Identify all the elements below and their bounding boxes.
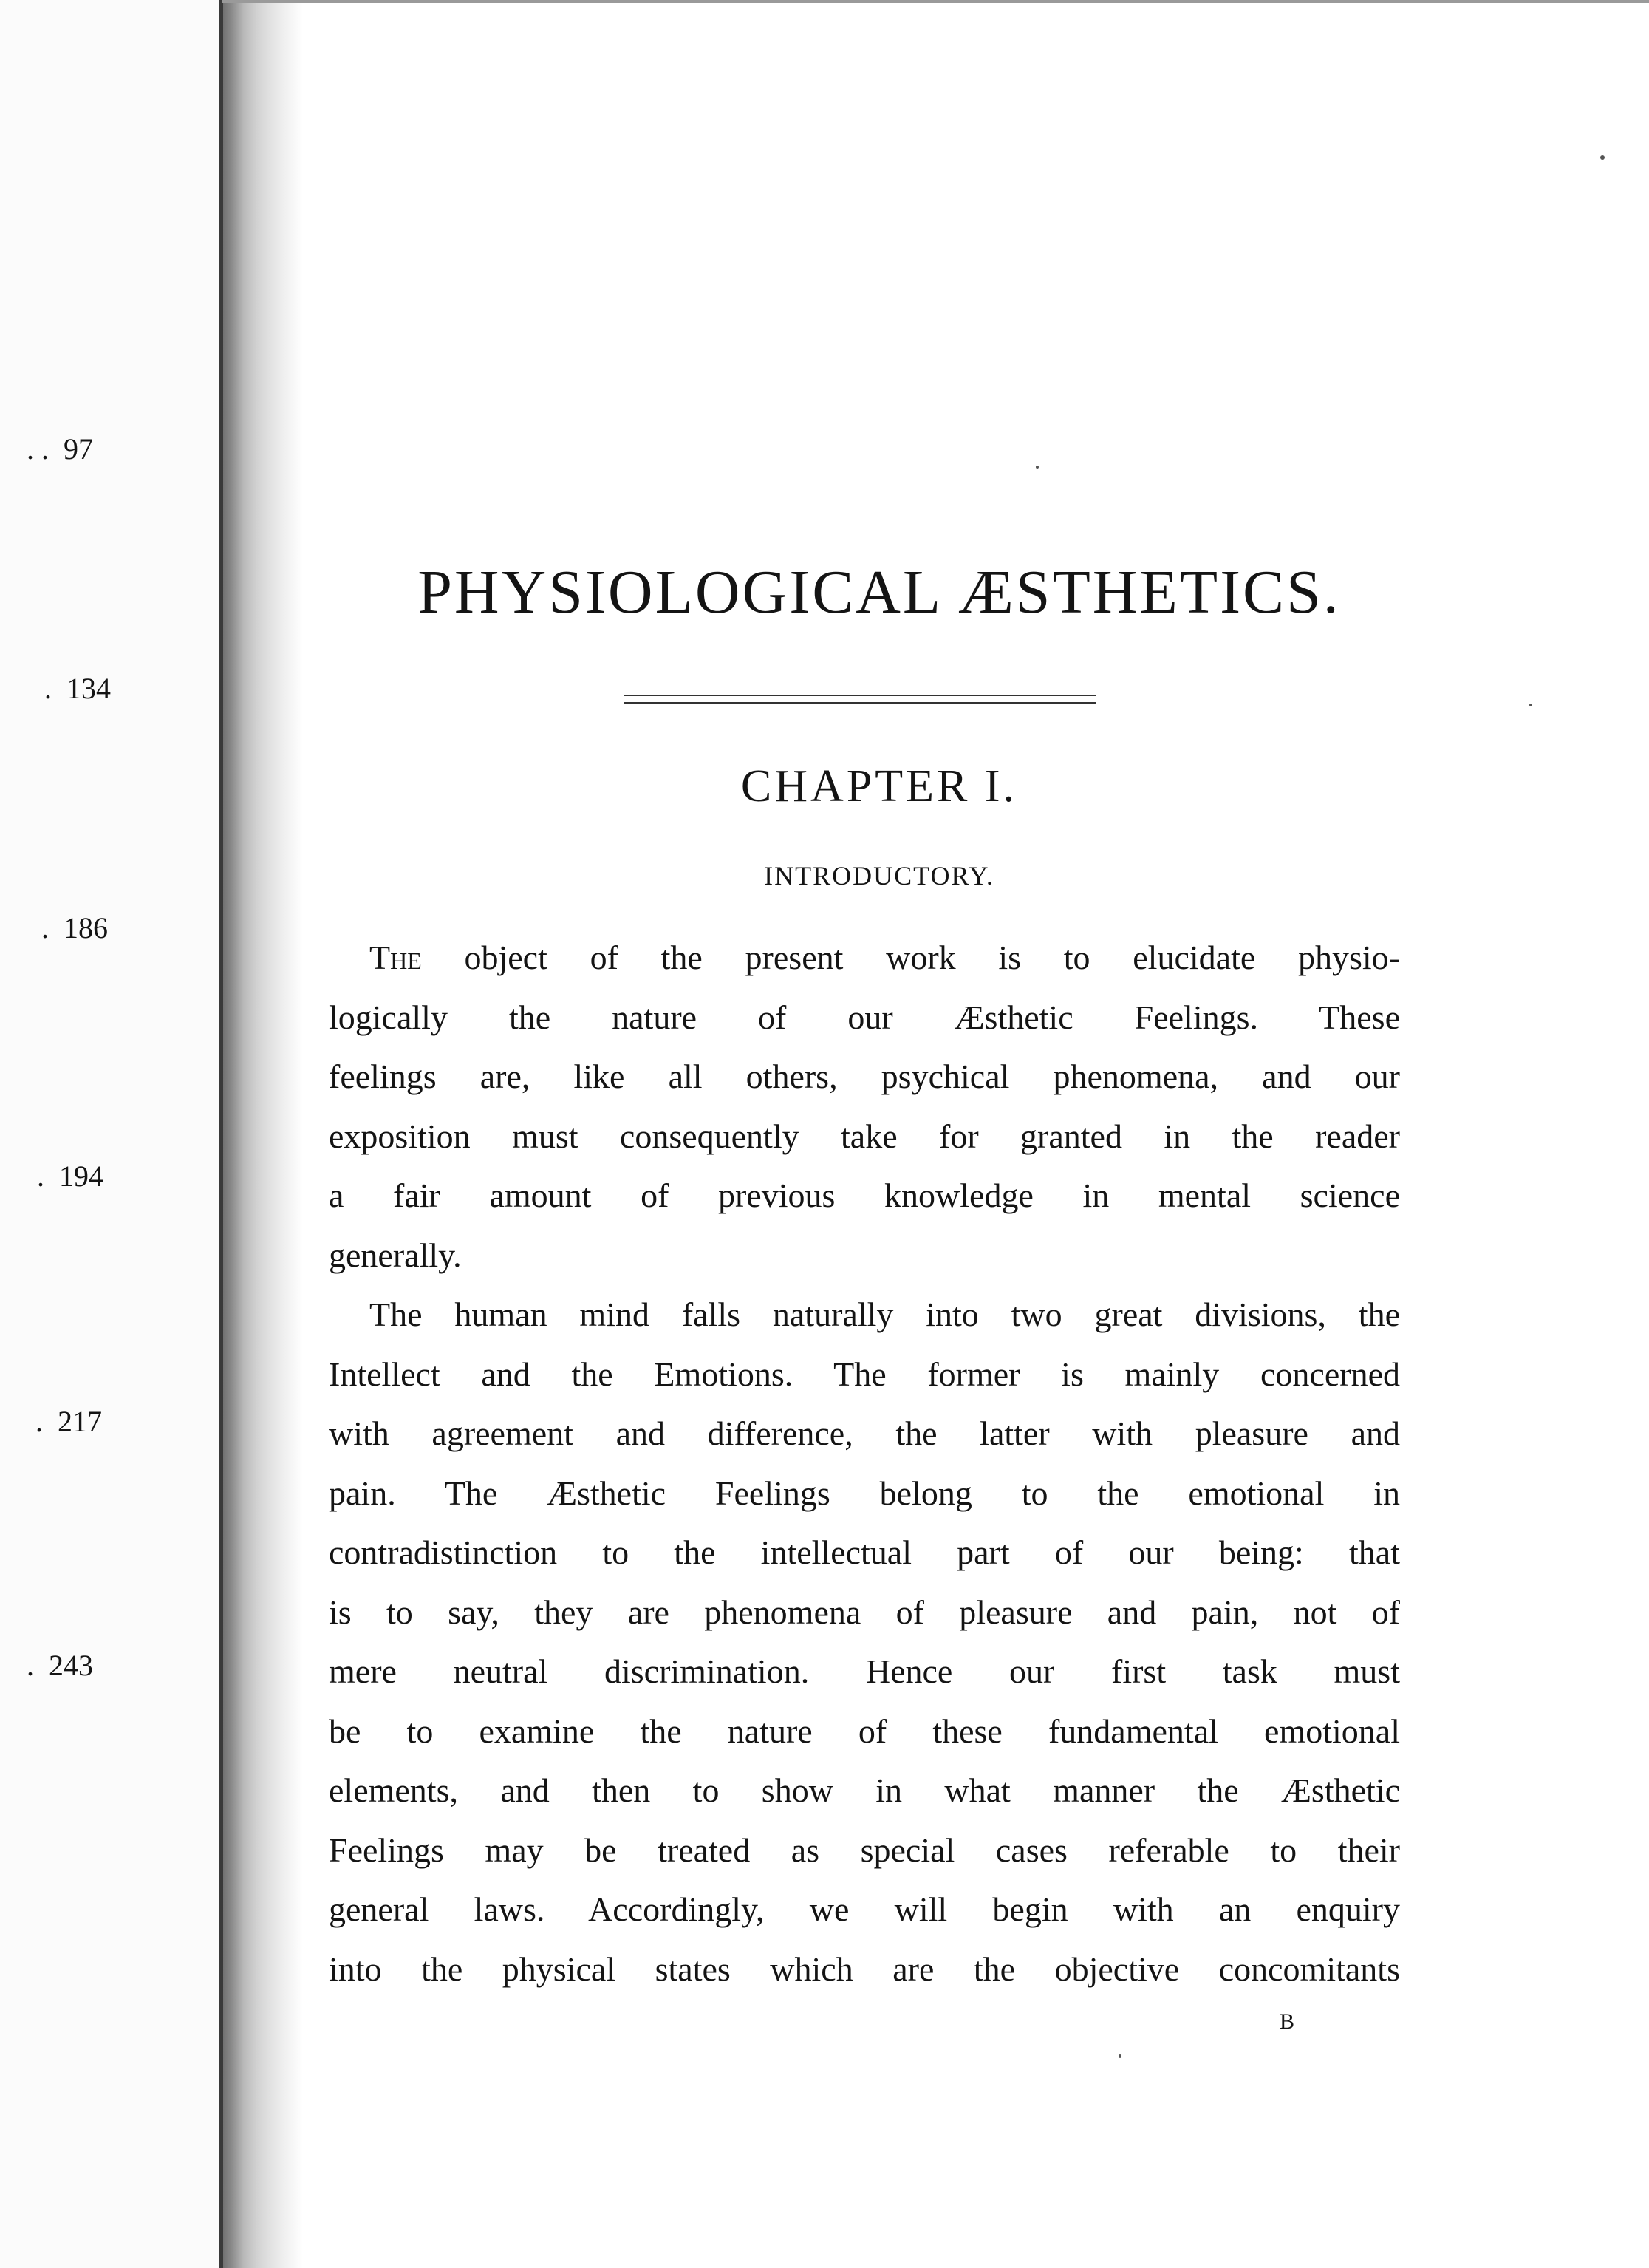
chapter-subtitle: INTRODUCTORY. — [764, 861, 994, 890]
leader-dots: . — [27, 1649, 34, 1682]
margin-page-ref-3 — [41, 913, 108, 943]
text-line: be to examine the nature of these fundamental emotional — [329, 1712, 1400, 1750]
scan-speck — [1529, 704, 1532, 706]
text-line: is to say, they are phenomena of pleasure and pain, not of — [329, 1593, 1400, 1631]
text-line: with agreement and difference, the latter with pleasure and — [329, 1414, 1400, 1452]
page-number: 134 — [66, 672, 111, 705]
text-line: into the physical states which are the objective concomitants — [329, 1949, 1400, 1988]
book-page — [303, 0, 1649, 2268]
scan-speck — [1119, 2054, 1121, 2058]
margin-page-ref-6 — [27, 1651, 93, 1680]
leader-dots: . . — [27, 432, 49, 466]
text-line: mere neutral discrimination. Hence our first task must — [329, 1652, 1400, 1690]
page-number: 186 — [64, 911, 108, 944]
text-line: contradistinction to the intellectual part of our being: that — [329, 1533, 1400, 1571]
text-line: feelings are, like all others, psychical phenomena, and our — [329, 1058, 1400, 1095]
page-edge — [219, 0, 223, 2268]
opening-word: The — [369, 939, 422, 976]
text-line: Intellect and the Emotions. The former is mainly concerned — [329, 1355, 1400, 1393]
scan-speck — [1600, 155, 1605, 160]
page-number: 97 — [64, 432, 93, 466]
margin-page-ref-5 — [35, 1407, 102, 1437]
page-number: 243 — [49, 1649, 93, 1682]
text-line: logically the nature of our Æsthetic Feelings. These — [329, 998, 1400, 1036]
margin-page-ref-1 — [27, 432, 93, 466]
body-text — [329, 928, 1400, 1999]
double-rule-divider — [624, 695, 1096, 704]
text-line: The human mind falls naturally into two great divisions, the — [369, 1295, 1400, 1333]
leader-dots: . — [41, 911, 49, 944]
leader-dots: . — [37, 1159, 44, 1193]
signature-mark: B — [1280, 2009, 1295, 2034]
facing-page-margin — [0, 0, 222, 2268]
text-line — [329, 928, 1400, 988]
text-line-content: object of the present work is to elucidate physio- — [421, 939, 1400, 976]
text-line: exposition must consequently take for granted in the reader — [329, 1117, 1400, 1155]
text-line: Feelings may be treated as special cases referable to their — [329, 1831, 1400, 1869]
text-line: generally. — [329, 1236, 462, 1274]
text-line: elements, and then to show in what manner the Æsthetic — [329, 1771, 1400, 1809]
page-number: 194 — [59, 1159, 103, 1193]
text-line: general laws. Accordingly, we will begin with an enquiry — [329, 1890, 1400, 1928]
text-line: pain. The Æsthetic Feelings belong to the emotional in — [329, 1474, 1400, 1512]
chapter-heading: CHAPTER I. — [740, 761, 1018, 811]
text-line: a fair amount of previous knowledge in mental science — [329, 1176, 1400, 1214]
book-title: PHYSIOLOGICAL ÆSTHETICS. — [417, 558, 1341, 627]
scan-speck — [1036, 466, 1039, 469]
page-number: 217 — [58, 1405, 102, 1438]
margin-page-ref-4 — [37, 1159, 103, 1193]
binding-shadow — [222, 0, 303, 2268]
leader-dots: . — [35, 1405, 43, 1438]
margin-page-ref-2 — [44, 674, 111, 704]
leader-dots: . — [44, 672, 52, 705]
